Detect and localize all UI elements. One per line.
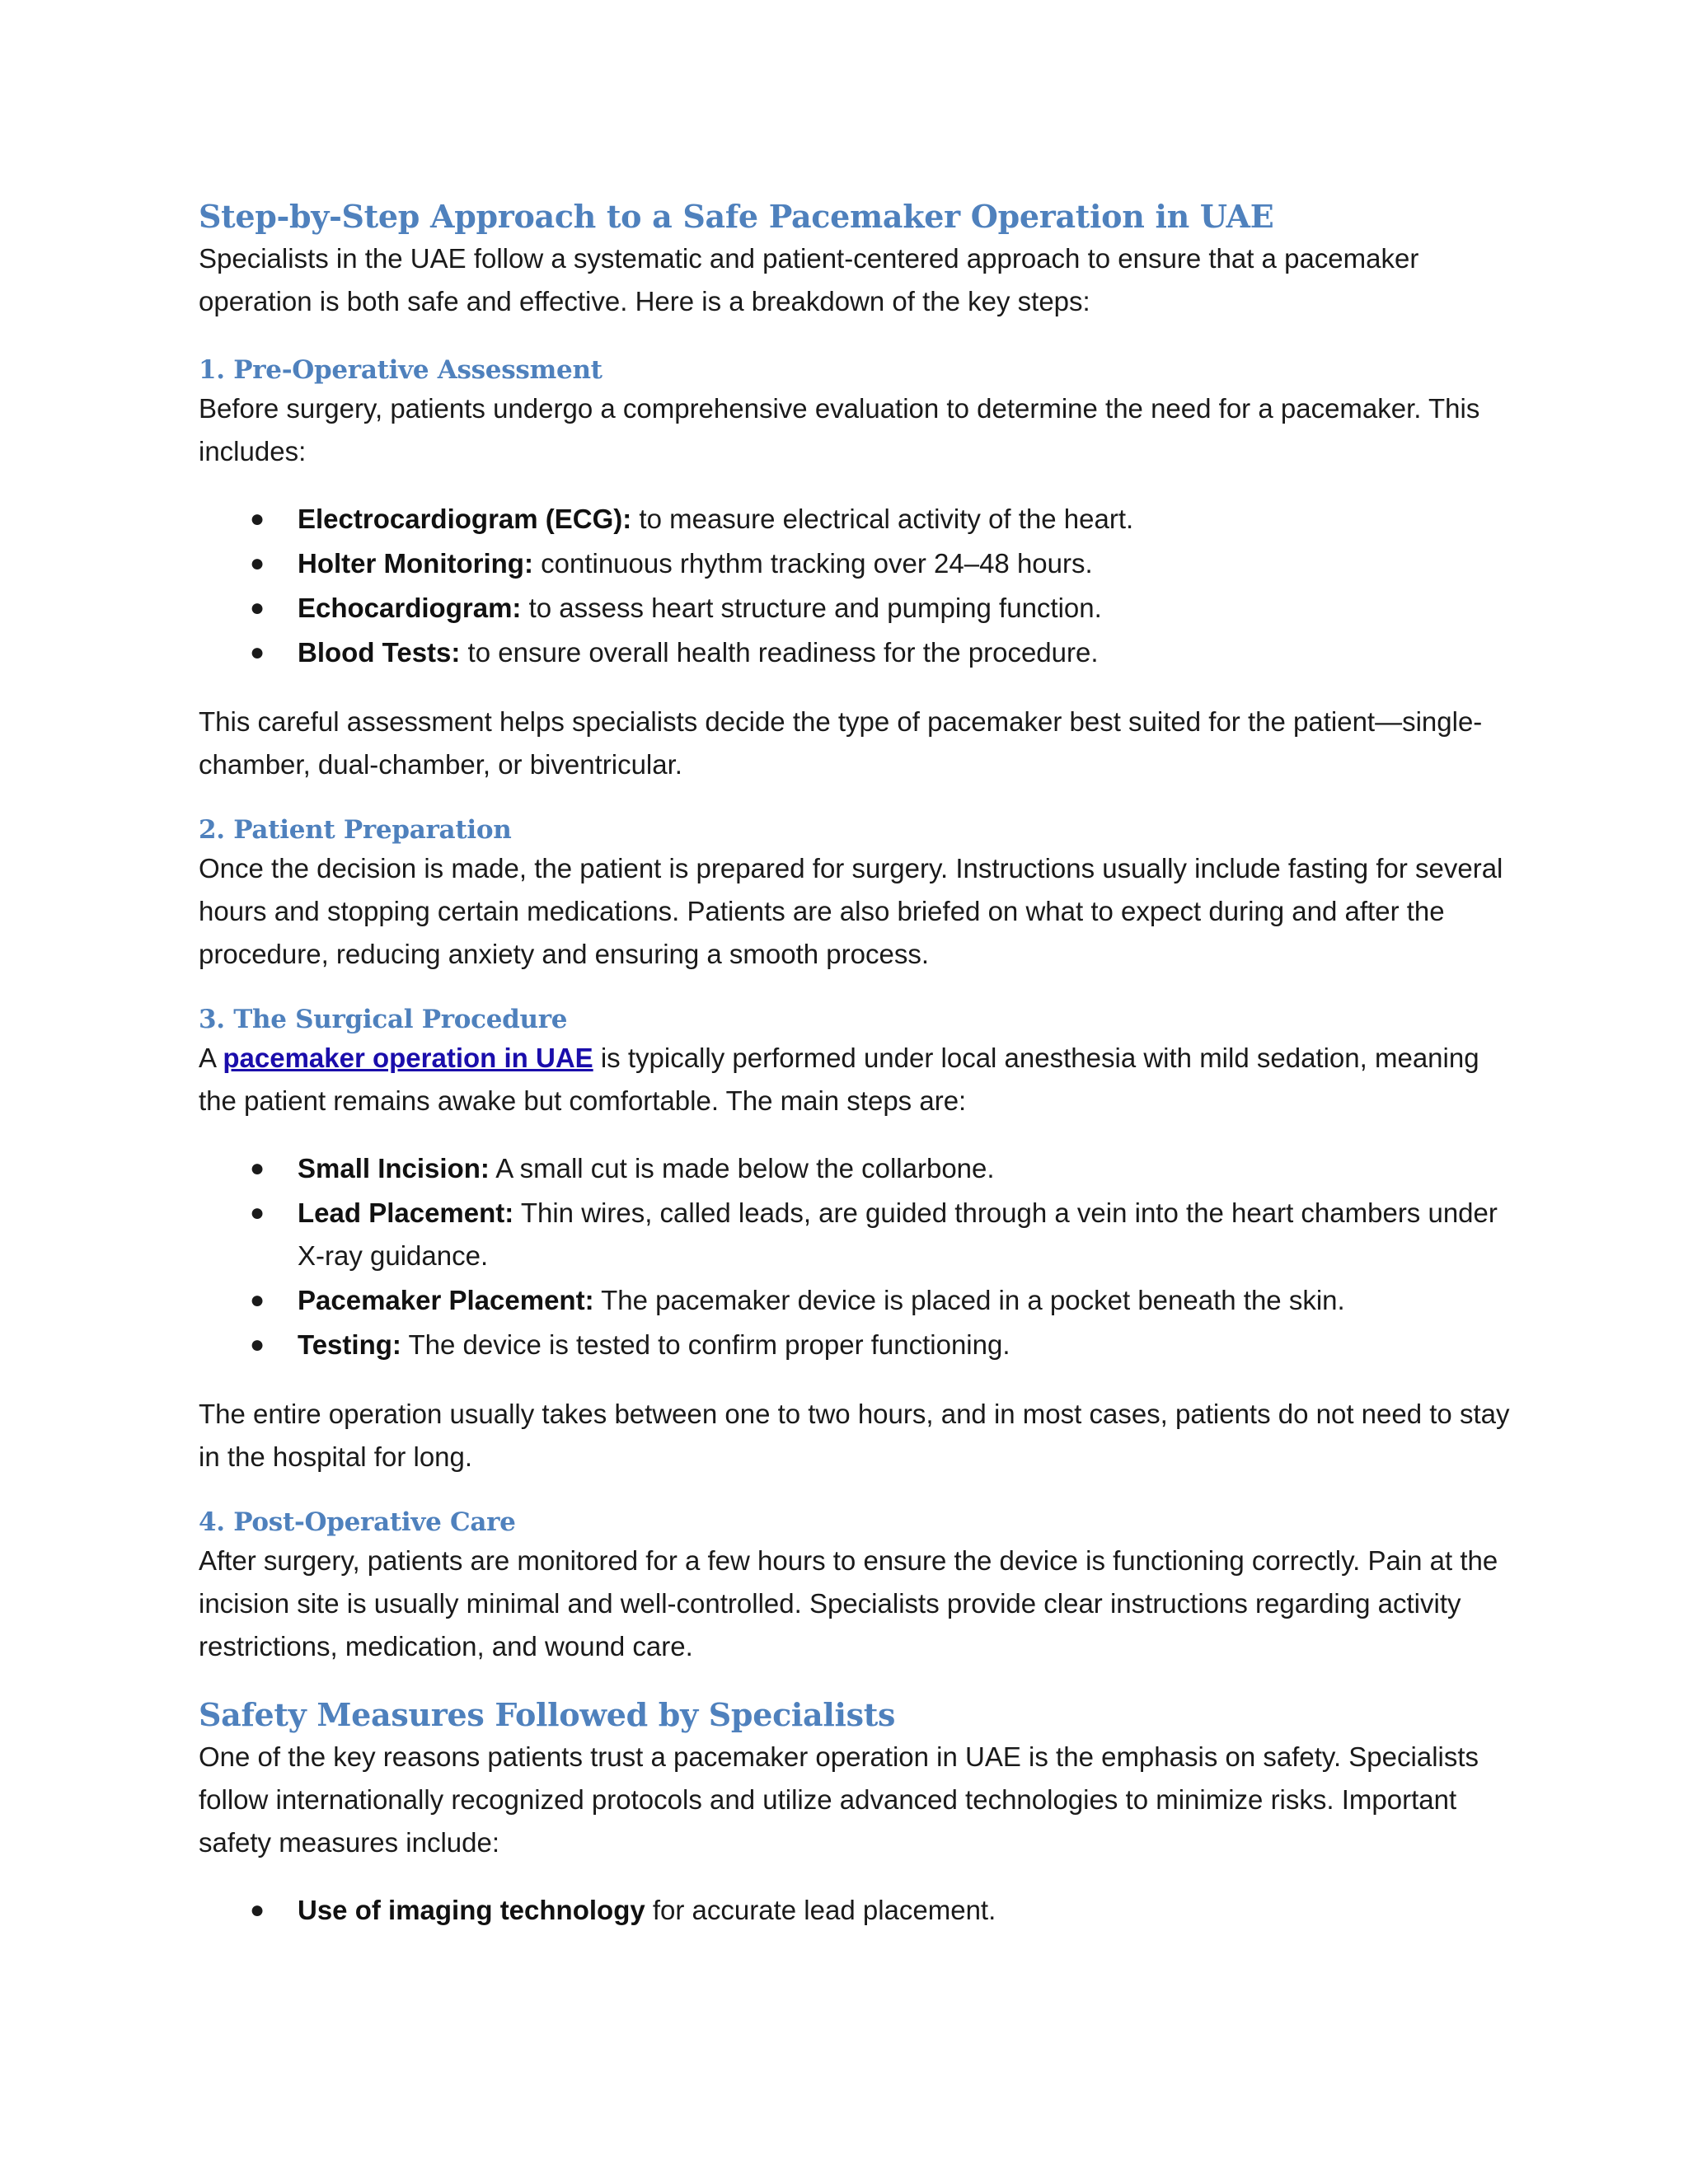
assessment-list [199, 498, 1523, 674]
section-heading-preparation: 2. Patient Preparation [199, 815, 512, 845]
main-title: Step-by-Step Approach to a Safe Pacemaker Operation in UAE [199, 198, 1274, 235]
list-item: ● Blood Tests: to ensure overall health readiness for the procedure. [199, 631, 1523, 674]
post-operative-paragraph: After surgery, patients are monitored for a few hours to ensure the device is functioning correctly. Pain at the incision site is usually minimal and well-controlled. Specialists provide clear instructions regarding activity restrictions, medication, and wound care. [199, 1545, 1498, 1661]
section-heading-pre-operative: 1. Pre-Operative Assessment [199, 355, 603, 385]
procedure-steps-list [199, 1147, 1523, 1366]
bullet-icon: ● [250, 1199, 265, 1226]
section-heading-surgical-procedure: 3. The Surgical Procedure [199, 1005, 568, 1034]
list-item: ● Echocardiogram: to assess heart structure and pumping function. [199, 587, 1523, 630]
assessment-summary: This careful assessment helps specialists decide the type of pacemaker best suited for the patient—single-chamber, dual-chamber, or biventricular. [199, 706, 1483, 780]
bullet-icon: ● [250, 1155, 265, 1182]
bullet-icon: ● [250, 639, 265, 666]
pacemaker-operation-link[interactable]: pacemaker operation in UAE [223, 1043, 593, 1073]
safety-paragraph: One of the key reasons patients trust a pacemaker operation in UAE is the emphasis on safety. Specialists follow internationally recognized protocols and utilize advanced technologies to minimize risks. Important safety measures include: [199, 1741, 1479, 1858]
list-item: ● Holter Monitoring: continuous rhythm tracking over 24–48 hours. [199, 542, 1523, 585]
list-item: ● Use of imaging technology for accurate lead placement. [199, 1889, 1523, 1932]
list-item: ● Small Incision: A small cut is made below the collarbone. [199, 1147, 1523, 1190]
bullet-icon: ● [250, 594, 265, 621]
section-heading-post-operative: 4. Post-Operative Care [199, 1507, 516, 1537]
procedure-summary: The entire operation usually takes between one to two hours, and in most cases, patients do not need to stay in the hospital for long. [199, 1399, 1510, 1472]
list-item: ● Pacemaker Placement: The pacemaker device is placed in a pocket beneath the skin. [199, 1279, 1523, 1322]
safety-measures-list [199, 1889, 1523, 1932]
list-item: ● Testing: The device is tested to confirm proper functioning. [199, 1324, 1523, 1366]
preparation-paragraph: Once the decision is made, the patient is prepared for surgery. Instructions usually include fasting for several hours and stopping certain medications. Patients are also briefed on what to expect during and after the procedure, reducing anxiety and ensuring a smooth process. [199, 853, 1503, 969]
bullet-icon: ● [250, 1331, 265, 1358]
bullet-icon: ● [250, 1286, 265, 1314]
list-item: ● Lead Placement: Thin wires, called leads, are guided through a vein into the heart chambers under X-ray guidance. [199, 1192, 1523, 1277]
bullet-icon: ● [250, 550, 265, 577]
intro-paragraph: Specialists in the UAE follow a systematic and patient-centered approach to ensure that a pacemaker operation is both safe and effective. Here is a breakdown of the key steps: [199, 243, 1419, 316]
bullet-icon: ● [250, 1896, 265, 1924]
pre-operative-paragraph: Before surgery, patients undergo a comprehensive evaluation to determine the need for a pacemaker. This includes: [199, 393, 1480, 466]
safety-title: Safety Measures Followed by Specialists [199, 1696, 896, 1733]
list-item: ● Electrocardiogram (ECG): to measure electrical activity of the heart. [199, 498, 1523, 541]
procedure-paragraph: A pacemaker operation in UAE is typically performed under local anesthesia with mild sedation, meaning the patient remains awake but comfortable. The main steps are: [199, 1043, 1479, 1116]
bullet-icon: ● [250, 505, 265, 532]
